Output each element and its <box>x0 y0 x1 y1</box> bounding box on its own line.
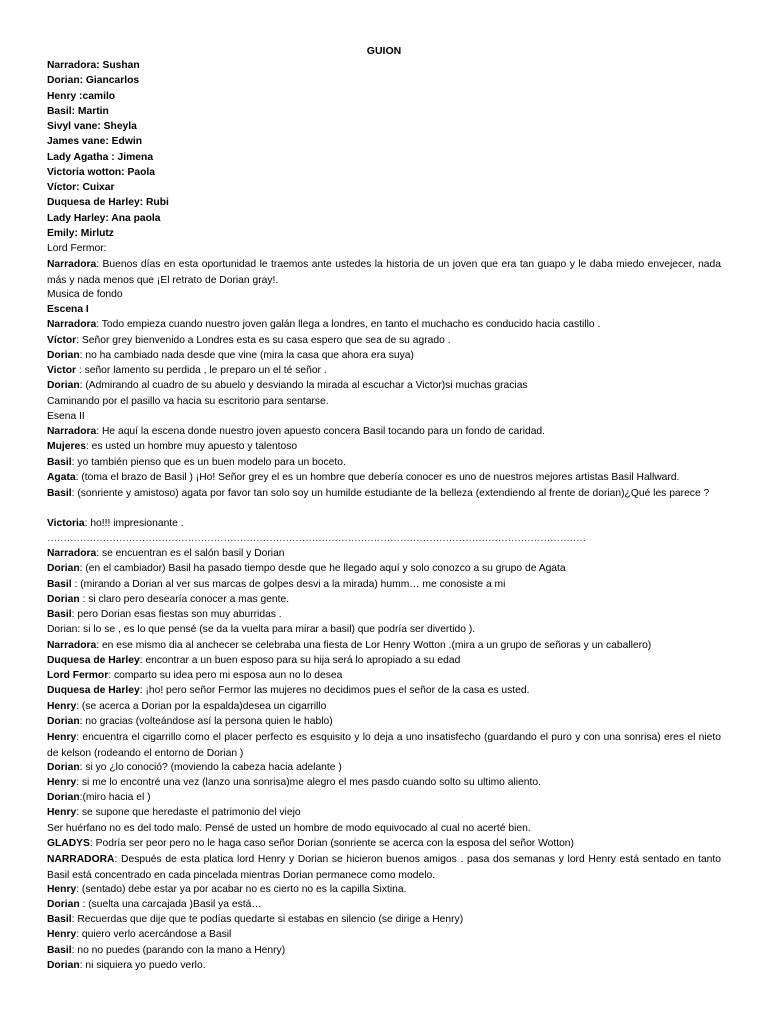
script-line <box>47 928 721 942</box>
line-text: : Todo empieza cuando nuestro joven galán llega a londres, en tanto el muchacho es conducido hacia castillo . <box>96 319 601 331</box>
speaker-label: Dorian <box>47 898 80 910</box>
speaker-label: Dorian <box>47 380 80 392</box>
speaker-label: Narradora: Sushan <box>47 60 140 71</box>
line-text: : He aquí la escena donde nuestro joven apuesto concera Basil tocando para un fondo de caridad. <box>96 426 546 437</box>
script-line <box>47 349 721 363</box>
line-text: : ho!!! impresionante . <box>84 517 184 529</box>
line-text: : (sonriente y amistoso) agata por favor tan solo soy un humilde estudiante de la belleza (extendiendo al frente de dorian)¿Qué les parece ? <box>71 488 710 499</box>
script-line <box>47 318 721 332</box>
speaker-label: Dorian <box>47 959 80 971</box>
script-line <box>47 486 721 502</box>
script-line <box>47 639 721 653</box>
script-line <box>47 608 721 622</box>
line-text: : en ese mismo dia al anchecer se celebraba una fiesta de Lor Henry Wotton .(mira a un grupo de señoras y un caballero) <box>96 639 652 651</box>
document-title: GUION <box>366 45 402 57</box>
speaker-label: Victoria <box>47 517 85 529</box>
speaker-label: Narradora <box>47 319 97 331</box>
line-text: : si me lo encontré una vez (lanzo una sonrisa)me alegro el mes pasdo cuando solto su ultimo aliento. <box>76 776 541 788</box>
speaker-label: Dorian <box>47 715 80 727</box>
script-line <box>47 761 721 775</box>
line-text: : Buenos días en esta oportunidad le traemos ante ustedes la historia de un joven que era tan guapo y le daba miedo envejecer, nada más y nada menos que ¡El retrato de Dorian gray!. <box>47 259 721 286</box>
script-line <box>47 135 721 149</box>
script-line <box>47 364 721 378</box>
script-line <box>47 456 721 470</box>
speaker-label: Dorian <box>47 792 80 803</box>
line-text: : (se acerca a Dorian por la espalda)desea un cigarrillo <box>76 700 327 712</box>
speaker-label: Agata <box>47 471 76 483</box>
script-line <box>47 59 721 73</box>
line-text: : pero Dorian esas fiestas son muy aburridas . <box>71 609 282 620</box>
speaker-label: Narradora <box>47 639 97 651</box>
script-line <box>47 837 721 851</box>
script-line <box>47 700 721 714</box>
speaker-label: Henry :camilo <box>47 90 116 102</box>
script-line <box>47 715 721 729</box>
line-text: : si claro pero desearía conocer a mas gente. <box>79 593 290 605</box>
script-line <box>47 334 721 348</box>
speaker-label: Henry <box>47 807 77 819</box>
speaker-label: Basil <box>47 914 72 925</box>
speaker-label: Henry <box>47 700 77 712</box>
script-line <box>47 288 721 302</box>
line-text: : (suelta una carcajada )Basil ya está… <box>79 898 262 910</box>
speaker-label: Sivyl vane: Sheyla <box>47 121 137 132</box>
script-line <box>47 593 721 607</box>
script-line <box>47 410 721 424</box>
speaker-label: Narradora <box>47 259 97 271</box>
line-text: Dorian: si lo se , es lo que pensé (se da la vuelta para mirar a basil) que podría ser divertido ). <box>47 624 476 636</box>
script-line <box>47 212 721 226</box>
line-text: : Podría ser peor pero no le haga caso señor Dorian (sonriente se acerca con la esposa del señor Wotton) <box>89 837 574 849</box>
speaker-label: Basil <box>47 488 72 499</box>
speaker-label: Basil: Martin <box>47 105 109 117</box>
speaker-label: GLADYS <box>47 837 90 849</box>
line-text: : si yo ¿lo conoció? (moviendo la cabeza hacia adelante ) <box>79 761 342 773</box>
script-line <box>47 120 721 134</box>
speaker-label: Basil <box>47 609 72 620</box>
script-line <box>47 517 721 531</box>
script-line <box>47 303 721 317</box>
line-text: : (mirando a Dorian al ver sus marcas de golpes desvi a la mirada) humm… me conosiste a mi <box>71 578 506 590</box>
speaker-label: Escena I <box>47 304 89 315</box>
script-line <box>47 913 721 927</box>
line-text: Esena II <box>47 410 85 422</box>
line-text: : Después de esta platica lord Henry y Dorian se hicieron buenos amigos . pasa dos semanas y lord Henry está sentado en tanto Basil está concentrado en cada pincelada mientras Dorian permanece como modelo. <box>47 854 721 881</box>
line-text: :(miro hacia el ) <box>79 792 151 803</box>
line-text: : encuentra el cigarrillo como el placer perfecto es esquisito y lo deja a uno insatisfecho (guardando el puro y con una sonrisa) eres el nieto de kelson (rodeando el entorno de Dorian ) <box>47 732 721 759</box>
line-text: : se encuentran es el salón basil y Dorian <box>96 548 285 559</box>
line-text: Musica de fondo <box>47 288 123 300</box>
speaker-label: James vane: Edwin <box>47 136 142 148</box>
speaker-label: Victor <box>47 365 76 376</box>
line-text: : comparto su idea pero mi esposa aun no lo desea <box>108 670 343 681</box>
script-line <box>47 395 721 409</box>
script-line <box>47 578 721 592</box>
line-text: : Recuerdas que dije que te podías quedarte si estabas en silencio (se dirige a Henry) <box>71 914 464 925</box>
speaker-label: Duquesa de Harley: Rubi <box>47 197 169 209</box>
script-line <box>47 425 721 439</box>
speaker-label: Lady Agatha : Jimena <box>47 151 154 163</box>
script-line <box>47 90 721 104</box>
script-line <box>47 181 721 195</box>
script-line <box>47 242 721 256</box>
line-text: : yo también pienso que es un buen modelo para un boceto. <box>71 456 346 468</box>
line-text: : no ha cambiado nada desde que vine (mira la casa que ahora era suya) <box>79 349 414 361</box>
script-line <box>47 547 721 561</box>
speaker-label: Víctor: Cuixar <box>47 182 115 193</box>
speaker-label: Henry <box>47 883 77 895</box>
script-line <box>47 105 721 119</box>
line-text: Caminando por el pasillo va hacia su escritorio para sentarse. <box>47 395 329 407</box>
line-text: Ser huérfano no es del todo malo. Pensé de usted un hombre de modo equivocado al cual no acerté bien. <box>47 822 531 834</box>
speaker-label: Dorian <box>47 349 80 361</box>
line-text: : señor lamento su perdida , le preparo un el té señor . <box>76 365 327 376</box>
speaker-label: Lady Harley: Ana paola <box>47 212 161 224</box>
script-line <box>47 898 721 912</box>
speaker-label: Basil <box>47 456 72 468</box>
script-line <box>47 654 721 668</box>
line-text: ………………………………………………………………………………………………………………………………………………… <box>47 532 586 544</box>
speaker-label: Mujeres <box>47 441 86 453</box>
speaker-label: Dorian <box>47 761 80 773</box>
script-line <box>47 379 721 393</box>
speaker-label: Lord Fermor <box>47 670 109 681</box>
script-line <box>47 776 721 790</box>
line-text: : Señor grey bienvenido a Londres esta es su casa espero que sea de su agrado . <box>76 334 451 346</box>
speaker-label: Duquesa de Harley <box>47 654 140 666</box>
script-line <box>47 257 721 288</box>
separator-line <box>47 532 721 546</box>
line-text: : (Admirando al cuadro de su abuelo y desviando la mirada al escuchar a Victor)si muchas gracias <box>79 380 528 392</box>
script-line <box>47 196 721 210</box>
line-text: : no gracias (volteándose así la persona quien le hablo) <box>79 715 333 727</box>
line-text: : quiero verlo acercándose a Basil <box>76 929 232 941</box>
speaker-label: Narradora <box>47 548 97 559</box>
speaker-label: Henry <box>47 929 77 941</box>
speaker-label: Emily: Mirlutz <box>47 227 114 239</box>
line-text: : (sentado) debe estar ya por acabar no es cierto no es la capilla Sixtina. <box>76 883 407 895</box>
line-text: : es usted un hombre muy apuesto y talentoso <box>85 441 298 453</box>
script-line <box>47 806 721 820</box>
script-line <box>47 730 721 761</box>
speaker-label: Victoria wotton: Paola <box>47 166 155 178</box>
script-line <box>47 227 721 241</box>
line-text: : encontrar a un buen esposo para su hija será lo apropiado a su edad <box>139 654 461 666</box>
script-line <box>47 623 721 637</box>
script-line <box>47 883 721 897</box>
line-text: : no no puedes (parando con la mano a Henry) <box>71 944 286 956</box>
script-line <box>47 791 721 805</box>
script-line <box>47 669 721 683</box>
line-text: : (toma el brazo de Basil ) ¡Ho! Señor grey el es un hombre que debería conocer es uno de nuestros mejores artistas Basil Hallward. <box>75 471 680 483</box>
script-line <box>47 471 721 485</box>
speaker-label: Duquesa de Harley <box>47 685 140 697</box>
line-text: : se supone que heredaste el patrimonio del viejo <box>76 807 301 819</box>
script-line <box>47 151 721 165</box>
speaker-label: Dorian <box>47 593 80 605</box>
speaker-label: Henry <box>47 732 77 743</box>
script-line <box>47 166 721 180</box>
script-line <box>47 959 721 973</box>
line-text: : ni siquiera yo puedo verlo. <box>79 959 206 971</box>
speaker-label: Henry <box>47 776 77 788</box>
speaker-label: Basil <box>47 944 72 956</box>
script-line <box>47 440 721 454</box>
speaker-label: Dorian: Giancarlos <box>47 75 140 87</box>
script-line <box>47 74 721 88</box>
script-line <box>47 822 721 836</box>
script-line <box>47 852 721 883</box>
speaker-label: Víctor <box>47 334 77 346</box>
script-line <box>47 684 721 698</box>
speaker-label: NARRADORA <box>47 854 115 865</box>
speaker-label: Narradora <box>47 426 97 437</box>
script-line <box>47 944 721 958</box>
line-text: : (en el cambiador) Basil ha pasado tiempo desde que he llegado aquí y solo conozco a su grupo de Agata <box>79 563 566 575</box>
line-text: Lord Fermor: <box>47 243 107 254</box>
line-text: : ¡ho! pero señor Fermor las mujeres no decidimos pues el señor de la casa es usted. <box>139 685 530 697</box>
speaker-label: Dorian <box>47 563 80 575</box>
script-line <box>47 562 721 576</box>
speaker-label: Basil <box>47 578 72 590</box>
